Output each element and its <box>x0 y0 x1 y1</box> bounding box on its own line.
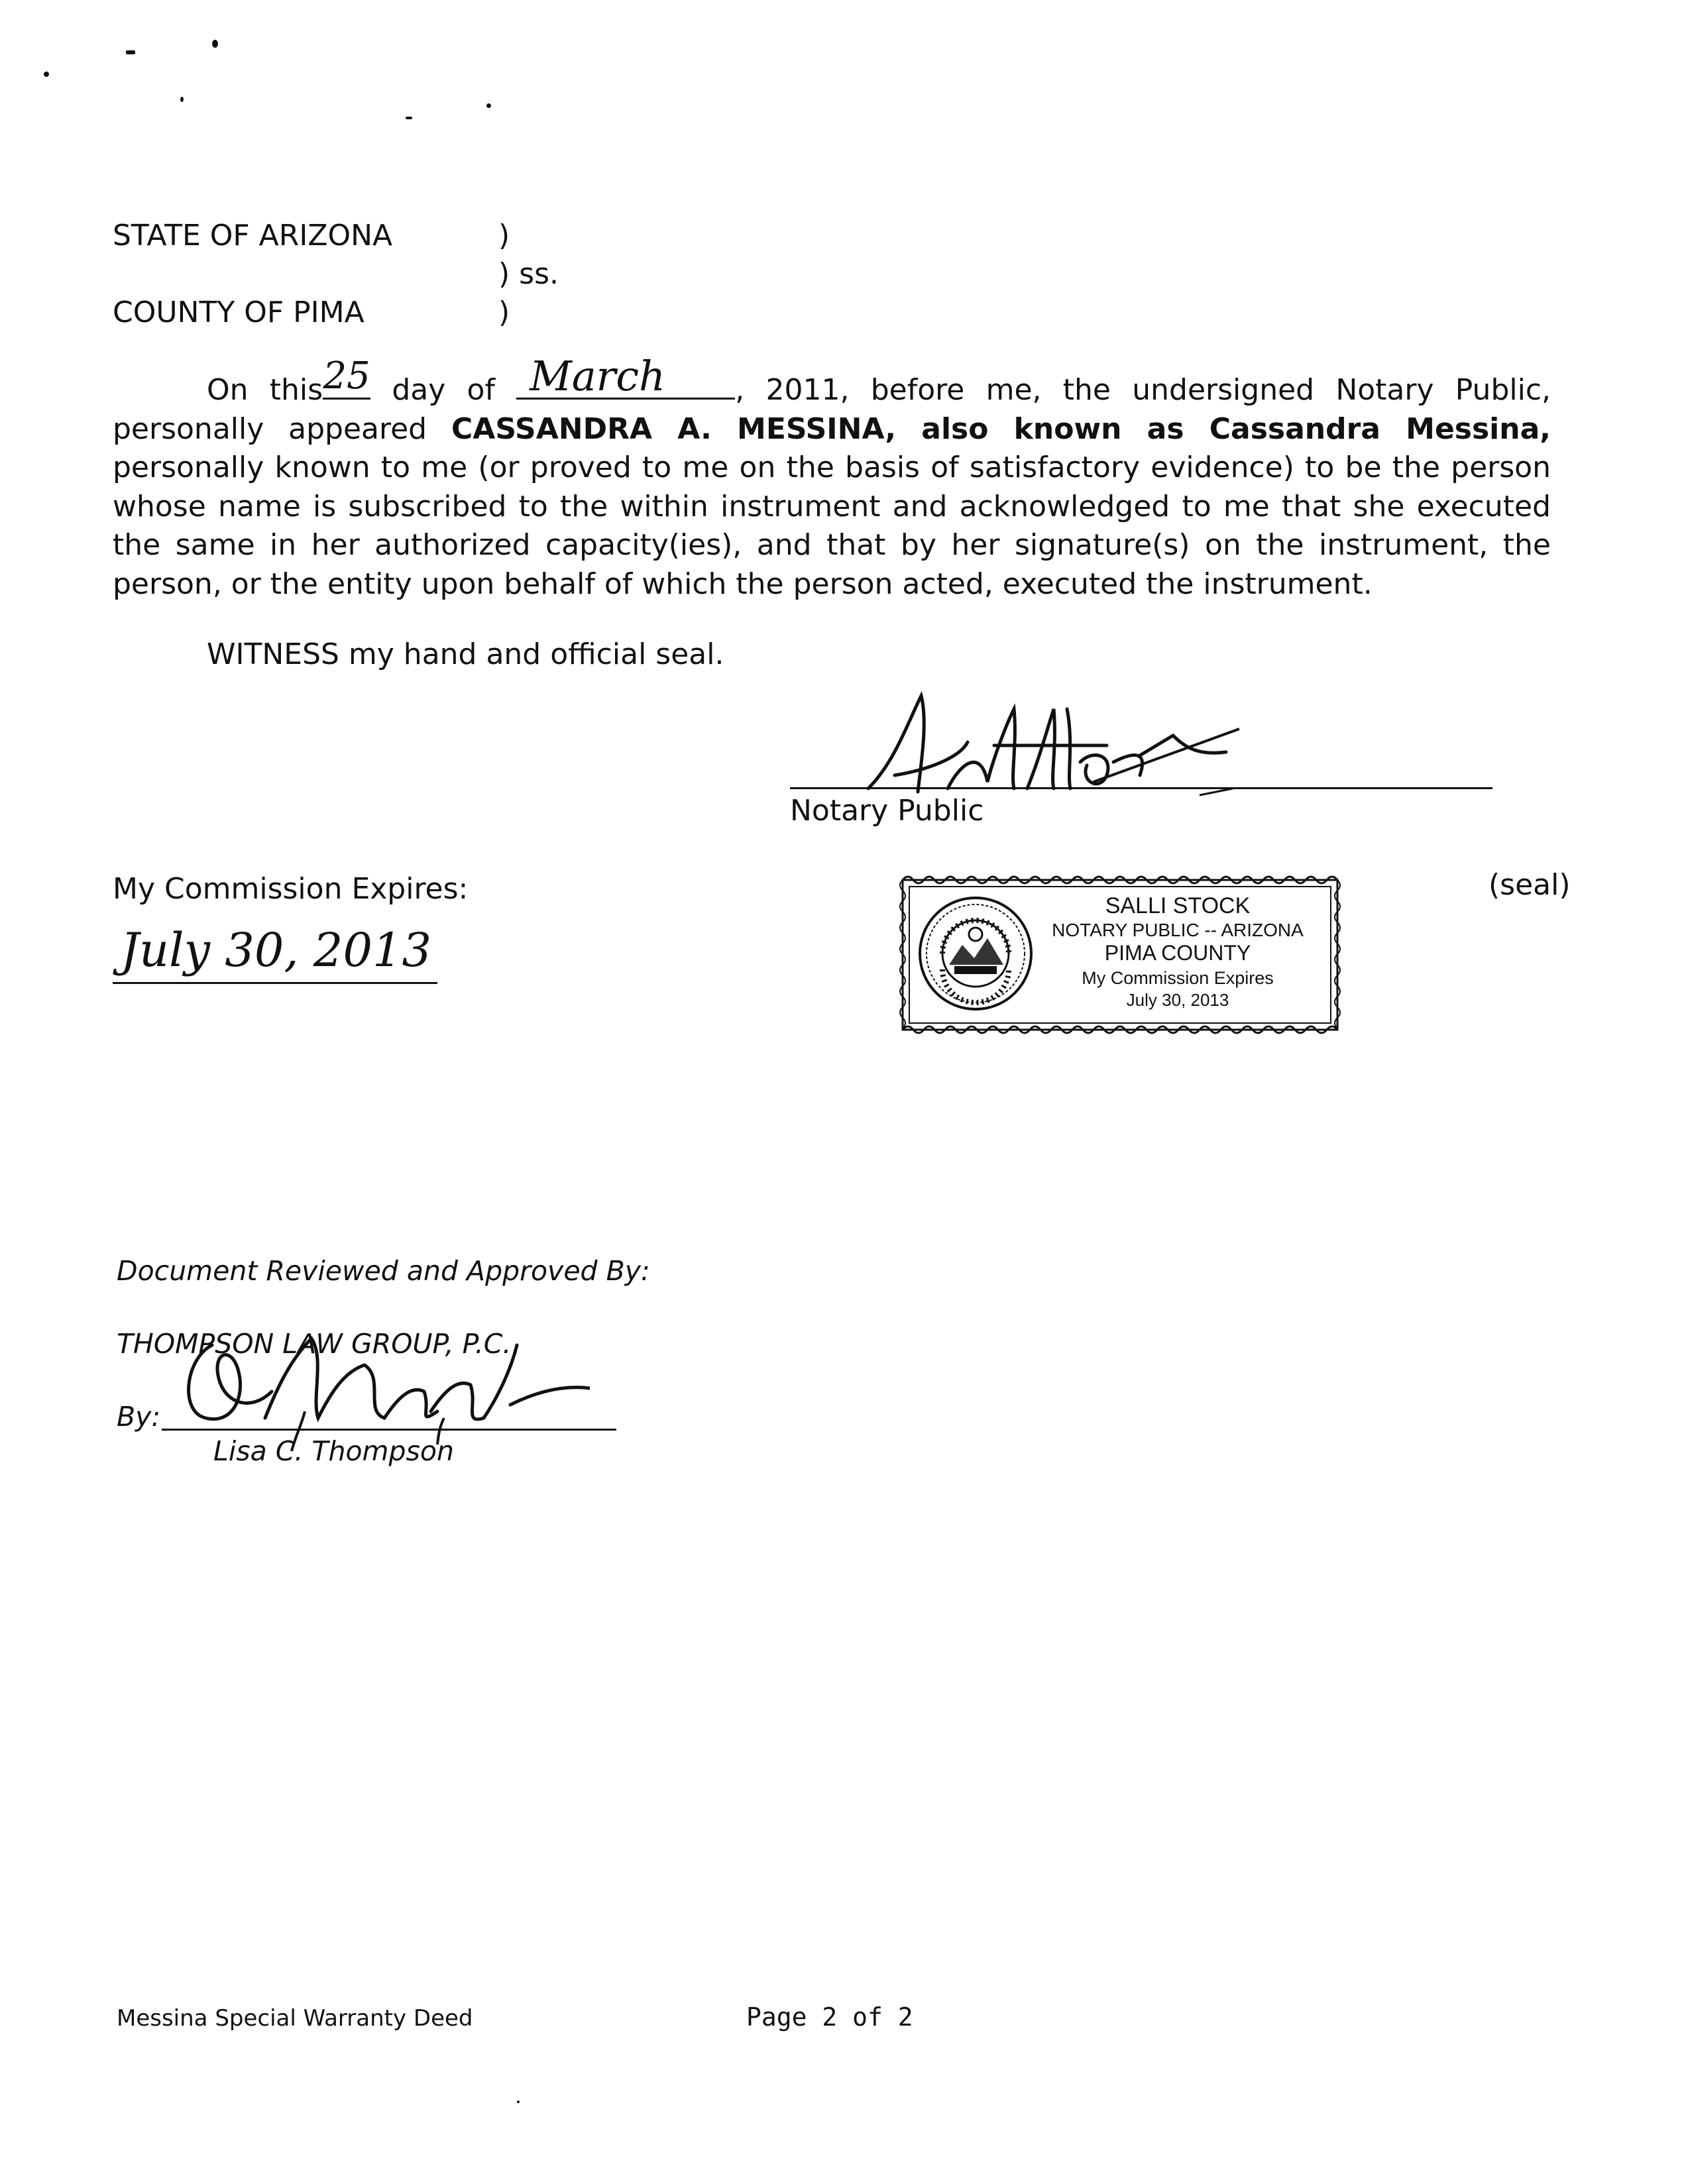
scan-speck <box>212 40 218 48</box>
month-blank <box>516 352 735 400</box>
state-label: STATE OF ARIZONA <box>113 219 393 252</box>
scan-speck <box>517 2101 520 2103</box>
notary-signature-line <box>790 787 1492 789</box>
signer-name-printed: Lisa C. Thompson <box>213 1435 454 1467</box>
day-blank <box>323 355 370 400</box>
ack-text-1: On this <box>207 373 323 407</box>
scan-speck <box>486 103 491 108</box>
witness-clause: WITNESS my hand and official seal. <box>207 637 724 671</box>
commission-date-field <box>113 921 437 982</box>
venue-paren-ss: ) ss. <box>498 257 559 291</box>
venue-paren-bottom: ) <box>498 296 510 329</box>
review-heading: Document Reviewed and Approved By: <box>117 1255 650 1287</box>
commission-date-handwritten: July 30, 2013 <box>121 923 432 977</box>
ack-text-4: personally known to me (or proved to me on the basis of satisfactory evidence) to be the person whose name is subscribed to the within instrument and acknowledged to me that she executed the same in her authorized capacity(ies), and that by her signature(s) on the instrument, the person, or the entity upon behalf of which the person acted, executed the instrument. <box>113 451 1551 601</box>
county-label: COUNTY OF PIMA <box>113 296 365 329</box>
venue-paren-top: ) <box>498 219 510 252</box>
commission-date-underline <box>113 982 437 984</box>
footer-document-title: Messina Special Warranty Deed <box>117 2005 473 2032</box>
stamp-county: PIMA COUNTY <box>1104 941 1251 965</box>
stamp-notary-title: NOTARY PUBLIC -- ARIZONA <box>1052 920 1304 940</box>
stamp-expires-date: July 30, 2013 <box>1126 990 1229 1010</box>
acknowledgment-paragraph <box>113 352 1551 604</box>
day-handwritten: 25 <box>323 355 370 398</box>
stamp-notary-name: SALLI STOCK <box>1105 893 1251 918</box>
scan-speck <box>406 117 412 119</box>
ack-text-2: day of <box>370 373 517 407</box>
commission-expires-label: My Commission Expires: <box>113 872 469 906</box>
notary-stamp <box>896 869 1347 1040</box>
ack-text-3: , 2011, before me, the undersigned Notary Public, personally appeared <box>113 373 1551 446</box>
month-handwritten: March <box>530 352 665 400</box>
firm-name: THOMPSON LAW GROUP, P.C. <box>117 1328 512 1360</box>
signer-name: CASSANDRA A. MESSINA, also known as Cassandra Messina, <box>451 411 1551 446</box>
scan-speck <box>44 72 49 77</box>
scan-speck <box>126 50 135 54</box>
footer-page-number: Page 2 of 2 <box>746 2002 913 2032</box>
stamp-expires-label: My Commission Expires <box>1082 968 1274 988</box>
notary-public-label: Notary Public <box>790 794 984 828</box>
scan-speck <box>180 97 184 102</box>
by-label: By: <box>117 1401 161 1433</box>
great-seal-of-arizona-icon <box>916 892 1035 1015</box>
seal-label: (seal) <box>1489 868 1571 902</box>
